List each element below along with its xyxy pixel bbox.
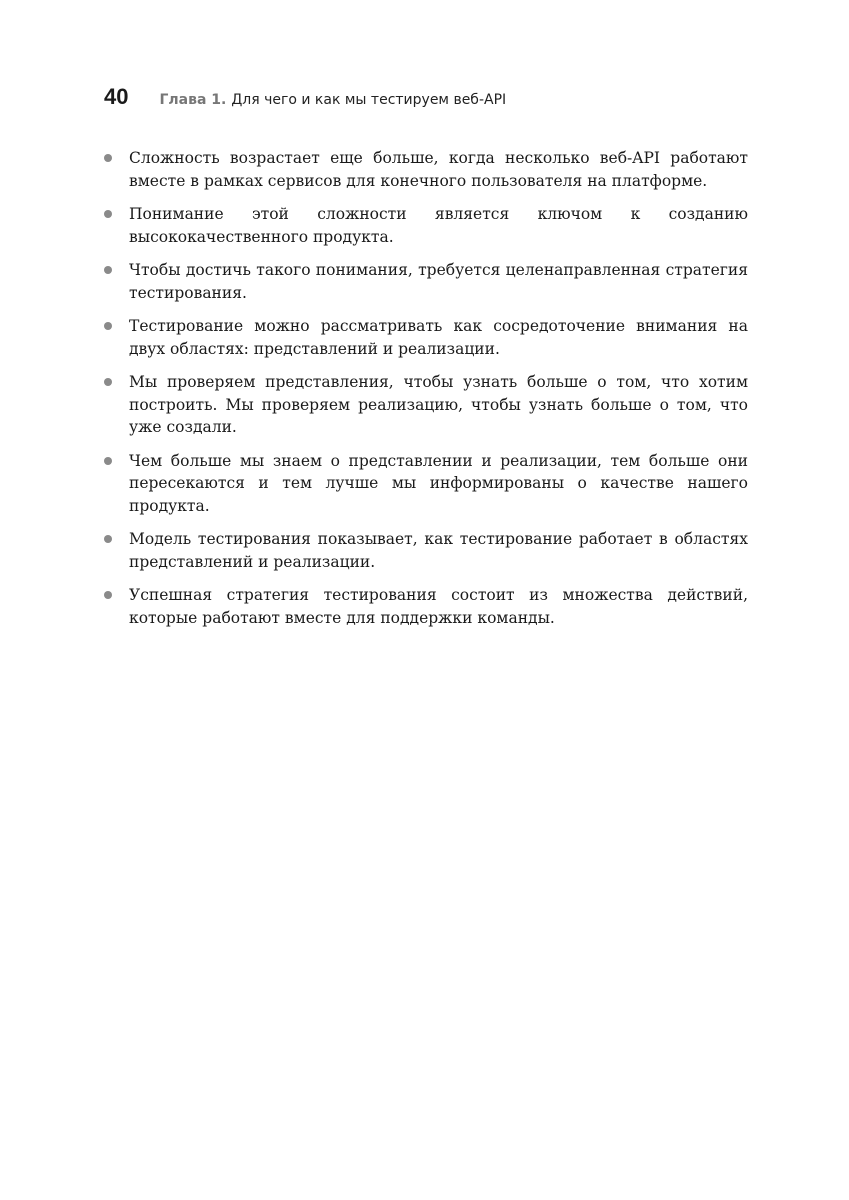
bullet-text: Чтобы достичь такого понимания, требуется целенаправленная стратегия тестирования. xyxy=(129,261,748,302)
bullet-text: Тестирование можно рассматривать как сосредоточение внимания на двух областях: представлений и реализации. xyxy=(129,317,748,358)
bullet-item xyxy=(104,528,748,573)
bullet-text: Сложность возрастает еще больше, когда несколько веб-API работают вместе в рамках сервисов для конечного пользователя на платформе. xyxy=(129,149,748,190)
bullet-dot-icon xyxy=(104,266,112,274)
page-number: 40 xyxy=(104,84,129,109)
bullet-item xyxy=(104,371,748,439)
bullet-text: Мы проверяем представления, чтобы узнать больше о том, что хотим построить. Мы проверяем реализацию, чтобы узнать больше о том, что уже создали. xyxy=(129,373,748,436)
bullet-item xyxy=(104,584,748,629)
chapter-label: Глава 1. xyxy=(159,92,227,108)
bullet-dot-icon xyxy=(104,210,112,218)
bullet-text: Успешная стратегия тестирования состоит из множества действий, которые работают вместе для поддержки команды. xyxy=(129,586,748,627)
bullet-text: Чем больше мы знаем о представлении и реализации, тем больше они пересекаются и тем лучше мы информированы о качестве нашего продукта. xyxy=(129,451,748,515)
running-head xyxy=(104,84,506,112)
bullet-dot-icon xyxy=(104,378,112,386)
bullet-item xyxy=(104,259,748,304)
bullet-dot-icon xyxy=(104,457,112,465)
bullet-list xyxy=(104,147,748,640)
bullet-item xyxy=(104,147,748,192)
bullet-item xyxy=(104,450,748,518)
chapter-title: Для чего и как мы тестируем веб-API xyxy=(231,92,507,108)
bullet-text: Модель тестирования показывает, как тестирование работает в областях представлений и реализации. xyxy=(129,530,748,571)
bullet-text: Понимание этой сложности является ключом к созданию высококачественного продукта. xyxy=(129,205,748,246)
bullet-item xyxy=(104,203,748,248)
bullet-dot-icon xyxy=(104,154,112,162)
bullet-dot-icon xyxy=(104,535,112,543)
bullet-dot-icon xyxy=(104,591,112,599)
bullet-item xyxy=(104,315,748,360)
bullet-dot-icon xyxy=(104,322,112,330)
